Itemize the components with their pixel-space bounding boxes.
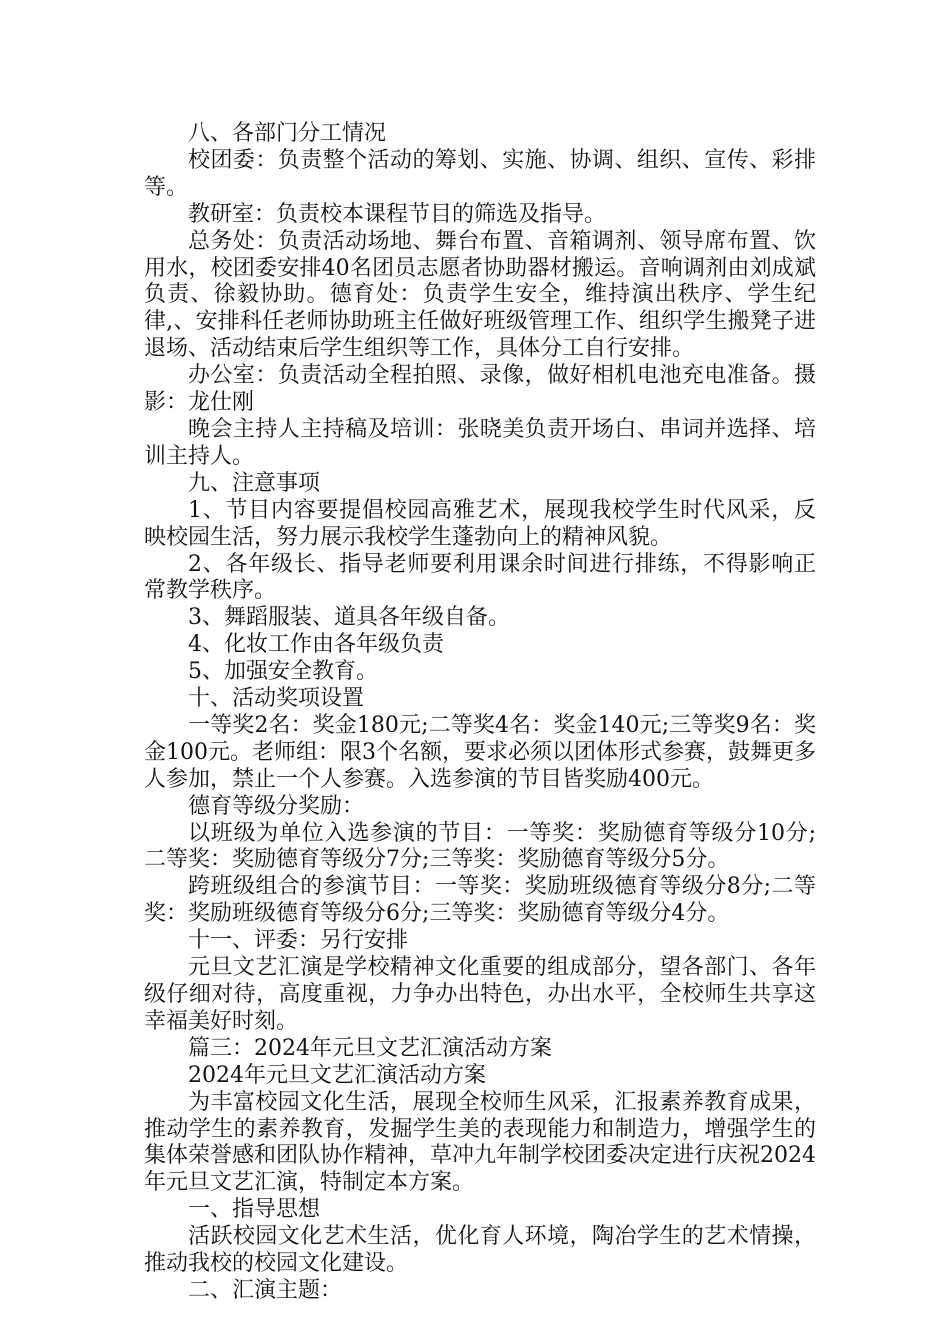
paragraph-plan-intro: 为丰富校园文化生活，展现全校师生风采，汇报素养教育成果，推动学生的素养教育，发掘学生美的表现能力和制造力，增强学生的集体荣誉感和团队协作精神，草冲九年制学校团委决定进行庆祝2024年元旦文艺汇演，特制定本方案。 [144,1089,816,1196]
heading-guiding-ideology: 一、指导思想 [188,1197,321,1223]
paragraph-class-points: 以班级为单位入选参演的节目：一等奖：奖励德育等级分10分;二等奖：奖励德育等级分7分;三等奖：奖励德育等级分5分。 [144,820,816,873]
paragraph-cross-class-points: 跨班级组合的参演节目：一等奖：奖励班级德育等级分8分;二等奖：奖励班级德育等级分6分;三等奖：奖励德育等级分4分。 [144,874,816,927]
paragraph-moral-points-title: 德育等级分奖励： [188,793,365,819]
list-item-note-2: 2、各年级长、指导老师要利用课余时间进行排练，不得影响正常教学秩序。 [144,551,816,604]
heading-awards: 十、活动奖项设置 [188,686,365,712]
heading-performance-theme: 二、汇演主题： [188,1277,343,1303]
list-item-note-3: 3、舞蹈服装、道具各年级自备。 [188,605,510,631]
list-item-note-5: 5、加强安全教育。 [188,659,378,685]
paragraph-closing: 元旦文艺汇演是学校精神文化重要的组成部分，望各部门、各年级仔细对待，高度重视，力争办出特色，办出水平，全校师生共享这幸福美好时刻。 [144,955,816,1034]
paragraph-teaching-research-duties: 教研室：负责校本课程节目的筛选及指导。 [188,201,607,227]
heading-judges: 十一、评委：另行安排 [188,928,409,954]
document-body [144,121,816,1305]
paragraph-office-duties: 办公室：负责活动全程拍照、录像，做好相机电池充电准备。摄影：龙仕刚 [144,363,816,416]
paragraph-general-affairs-duties: 总务处：负责活动场地、舞台布置、音箱调剂、领导席布置、饮用水，校团委安排40名团员志愿者协助器材搬运。音响调剂由刘成斌负责、徐毅协助。德育处：负责学生安全，维持演出秩序、学生纪律,、安排科任老师协助班主任做好班级管理工作、组织学生搬凳子进退场、活动结束后学生组织等工作，具体分工自行安排。 [144,228,816,362]
list-item-note-4: 4、化妆工作由各年级负责 [188,632,444,658]
paragraph-youth-league-duties: 校团委：负责整个活动的筹划、实施、协调、组织、宣传、彩排等。 [144,147,816,200]
heading-notes: 九、注意事项 [188,470,321,496]
heading-plan-title: 2024年元旦文艺汇演活动方案 [188,1062,486,1088]
heading-part-three: 篇三：2024年元旦文艺汇演活动方案 [188,1035,552,1061]
paragraph-award-prizes: 一等奖2名：奖金180元;二等奖4名：奖金140元;三等奖9名：奖金100元。老师组：限3个名额，要求必须以团体形式参赛，鼓舞更多人参加，禁止一个人参赛。入选参演的节目皆奖励400元。 [144,712,816,792]
heading-division-of-duties: 八、各部门分工情况 [188,121,387,146]
list-item-note-1: 1、节目内容要提倡校园高雅艺术，展现我校学生时代风采，反映校园生活，努力展示我校学生蓬勃向上的精神风貌。 [144,497,816,550]
paragraph-guiding-ideology: 活跃校园文化艺术生活，优化育人环境，陶冶学生的艺术情操，推动我校的校园文化建设。 [144,1224,816,1277]
paragraph-host-training: 晚会主持人主持稿及培训：张晓美负责开场白、串词并选择、培训主持人。 [144,416,816,469]
